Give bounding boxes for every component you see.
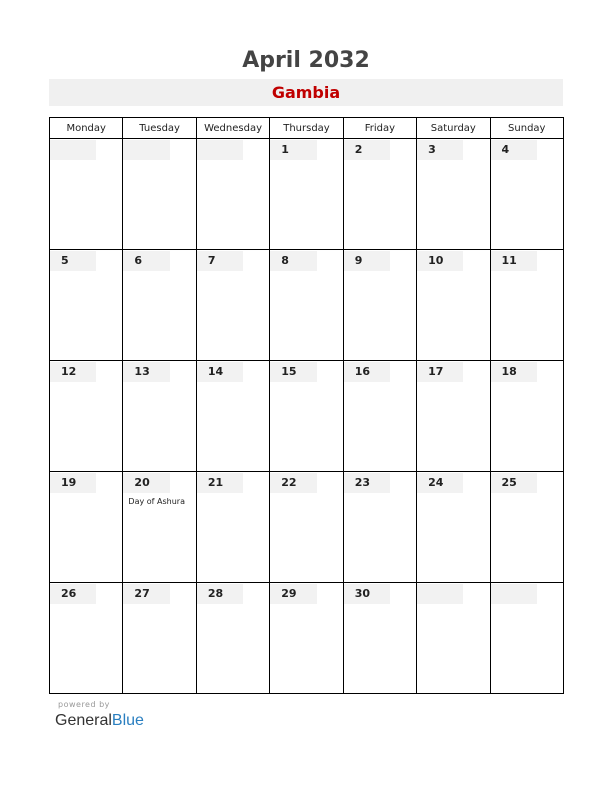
day-cell[interactable] — [490, 250, 563, 361]
day-number: 25 — [491, 473, 537, 493]
day-number: 13 — [123, 362, 169, 382]
country-name: Gambia — [271, 83, 341, 102]
day-cell[interactable] — [417, 139, 490, 250]
day-number: 15 — [270, 362, 316, 382]
day-number: 7 — [197, 251, 243, 271]
weekday-saturday: Saturday — [417, 118, 490, 139]
week-row — [50, 250, 564, 361]
day-number: 30 — [344, 584, 390, 604]
day-cell[interactable] — [490, 583, 563, 694]
day-number — [197, 140, 243, 160]
day-number: 22 — [270, 473, 316, 493]
day-cell[interactable] — [50, 139, 123, 250]
generalblue-logo[interactable] — [55, 712, 144, 730]
day-cell[interactable] — [270, 361, 343, 472]
day-cell[interactable] — [196, 361, 269, 472]
day-number: 26 — [50, 584, 96, 604]
week-row — [50, 583, 564, 694]
day-cell[interactable] — [50, 472, 123, 583]
week-row — [50, 472, 564, 583]
day-cell[interactable] — [343, 361, 416, 472]
day-cell[interactable] — [123, 361, 196, 472]
country-banner — [49, 79, 563, 106]
day-number: 23 — [344, 473, 390, 493]
week-row — [50, 139, 564, 250]
day-number: 21 — [197, 473, 243, 493]
powered-by-label: powered by — [58, 700, 110, 709]
calendar-grid — [49, 117, 564, 694]
day-cell[interactable] — [270, 583, 343, 694]
day-number: 4 — [491, 140, 537, 160]
day-cell[interactable] — [50, 250, 123, 361]
day-number: 29 — [270, 584, 316, 604]
week-row — [50, 361, 564, 472]
day-number — [123, 140, 169, 160]
weekday-sunday: Sunday — [490, 118, 563, 139]
day-number: 20 — [123, 473, 169, 493]
day-number — [417, 584, 463, 604]
day-number: 9 — [344, 251, 390, 271]
day-cell[interactable] — [270, 472, 343, 583]
day-cell[interactable] — [123, 250, 196, 361]
day-cell[interactable] — [343, 250, 416, 361]
day-cell[interactable] — [270, 139, 343, 250]
day-cell[interactable] — [490, 139, 563, 250]
day-cell[interactable] — [343, 583, 416, 694]
day-cell[interactable] — [343, 472, 416, 583]
day-number: 11 — [491, 251, 537, 271]
day-cell[interactable] — [417, 250, 490, 361]
day-cell[interactable] — [417, 361, 490, 472]
day-number — [491, 584, 537, 604]
day-cell[interactable] — [50, 583, 123, 694]
day-number: 18 — [491, 362, 537, 382]
weekday-thursday: Thursday — [270, 118, 343, 139]
day-cell[interactable] — [343, 139, 416, 250]
weekday-wednesday: Wednesday — [196, 118, 269, 139]
day-number: 2 — [344, 140, 390, 160]
day-number: 5 — [50, 251, 96, 271]
day-cell[interactable] — [50, 361, 123, 472]
day-cell[interactable] — [123, 472, 196, 583]
day-cell[interactable] — [196, 250, 269, 361]
holiday-label: Day of Ashura — [128, 497, 185, 506]
weekday-header-row — [50, 118, 564, 139]
day-number: 28 — [197, 584, 243, 604]
day-number: 10 — [417, 251, 463, 271]
day-number: 1 — [270, 140, 316, 160]
day-cell[interactable] — [270, 250, 343, 361]
day-number: 12 — [50, 362, 96, 382]
day-cell[interactable] — [123, 139, 196, 250]
day-number: 8 — [270, 251, 316, 271]
day-number: 6 — [123, 251, 169, 271]
day-cell[interactable] — [417, 472, 490, 583]
day-number: 14 — [197, 362, 243, 382]
day-number: 27 — [123, 584, 169, 604]
weekday-friday: Friday — [343, 118, 416, 139]
day-cell[interactable] — [490, 361, 563, 472]
brand-general: General — [55, 712, 112, 729]
day-number: 16 — [344, 362, 390, 382]
day-number: 24 — [417, 473, 463, 493]
day-cell[interactable] — [196, 583, 269, 694]
day-cell[interactable] — [490, 472, 563, 583]
weekday-tuesday: Tuesday — [123, 118, 196, 139]
day-cell[interactable] — [417, 583, 490, 694]
day-number: 19 — [50, 473, 96, 493]
weekday-monday: Monday — [50, 118, 123, 139]
day-number — [50, 140, 96, 160]
day-cell[interactable] — [196, 139, 269, 250]
day-cell[interactable] — [123, 583, 196, 694]
page-title: April 2032 — [242, 48, 370, 73]
day-cell[interactable] — [196, 472, 269, 583]
brand-blue: Blue — [111, 712, 144, 729]
day-number: 3 — [417, 140, 463, 160]
day-number: 17 — [417, 362, 463, 382]
